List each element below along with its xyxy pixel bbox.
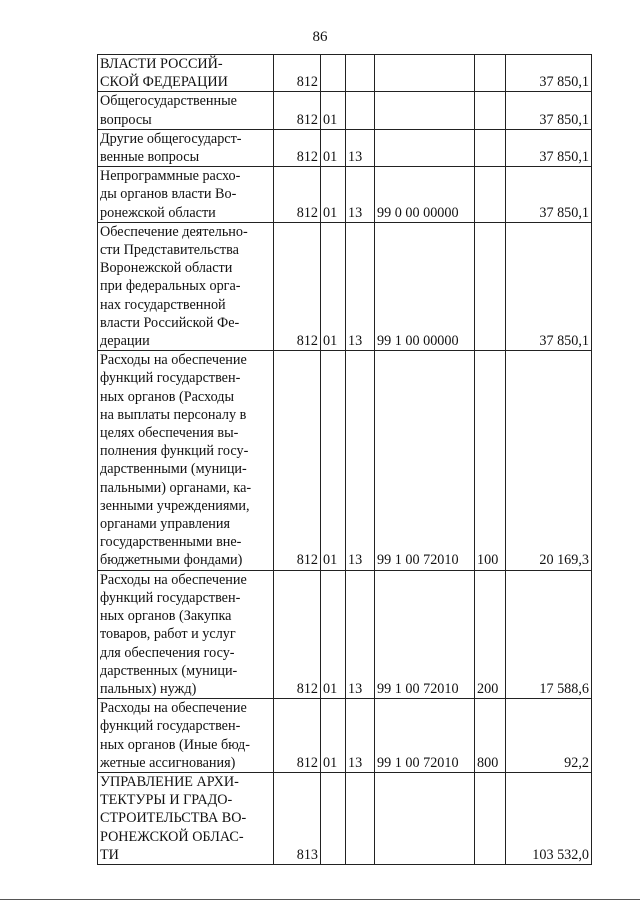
table-row [98, 129, 592, 166]
expense-name: Непрограммные расхо- ды органов власти Во- ронежской области [98, 167, 274, 223]
subsection-code: 13 [346, 167, 375, 223]
table-row [98, 222, 592, 350]
table-row [98, 772, 592, 864]
expense-type-code [475, 92, 506, 129]
table-row [98, 55, 592, 92]
expense-type-code: 200 [475, 570, 506, 698]
expense-type-code [475, 772, 506, 864]
section-code: 01 [321, 699, 346, 773]
department-code: 812 [274, 570, 321, 698]
department-code: 812 [274, 55, 321, 92]
amount: 20 169,3 [506, 351, 592, 570]
section-code: 01 [321, 167, 346, 223]
expense-name: ВЛАСТИ РОССИЙ- СКОЙ ФЕДЕРАЦИИ [98, 55, 274, 92]
amount: 17 588,6 [506, 570, 592, 698]
expense-name: Другие общегосударст- венные вопросы [98, 129, 274, 166]
expense-type-code: 800 [475, 699, 506, 773]
bottom-divider [0, 899, 640, 900]
section-code: 01 [321, 570, 346, 698]
budget-table [97, 54, 592, 865]
department-code: 812 [274, 92, 321, 129]
department-code: 812 [274, 167, 321, 223]
target-article-code: 99 0 00 00000 [375, 167, 475, 223]
expense-type-code [475, 167, 506, 223]
expense-name: Обеспечение деятельно- сти Представительства Воронежской области при федеральных орга- нах государственной власти Российской Фе- дерации [98, 222, 274, 350]
section-code: 01 [321, 222, 346, 350]
subsection-code [346, 772, 375, 864]
target-article-code [375, 55, 475, 92]
section-code: 01 [321, 92, 346, 129]
amount: 37 850,1 [506, 222, 592, 350]
amount: 37 850,1 [506, 129, 592, 166]
subsection-code [346, 92, 375, 129]
target-article-code: 99 1 00 00000 [375, 222, 475, 350]
target-article-code [375, 92, 475, 129]
table-row [98, 92, 592, 129]
expense-name: Общегосударственные вопросы [98, 92, 274, 129]
table-row [98, 351, 592, 570]
budget-table-body [98, 55, 592, 865]
amount: 92,2 [506, 699, 592, 773]
section-code: 01 [321, 129, 346, 166]
department-code: 812 [274, 699, 321, 773]
table-row [98, 570, 592, 698]
department-code: 812 [274, 222, 321, 350]
amount: 37 850,1 [506, 167, 592, 223]
section-code [321, 772, 346, 864]
subsection-code: 13 [346, 129, 375, 166]
subsection-code [346, 55, 375, 92]
subsection-code: 13 [346, 570, 375, 698]
expense-name: Расходы на обеспечение функций государствен- ных органов (Иные бюд- жетные ассигнования) [98, 699, 274, 773]
amount: 103 532,0 [506, 772, 592, 864]
target-article-code [375, 129, 475, 166]
department-code: 812 [274, 129, 321, 166]
table-row [98, 699, 592, 773]
subsection-code: 13 [346, 699, 375, 773]
target-article-code [375, 772, 475, 864]
section-code: 01 [321, 351, 346, 570]
expense-name: Расходы на обеспечение функций государствен- ных органов (Закупка товаров, работ и услуг для обеспечения госу- дарственных (муници- пальных) нужд) [98, 570, 274, 698]
target-article-code: 99 1 00 72010 [375, 570, 475, 698]
expense-type-code [475, 129, 506, 166]
amount: 37 850,1 [506, 55, 592, 92]
department-code: 813 [274, 772, 321, 864]
target-article-code: 99 1 00 72010 [375, 351, 475, 570]
target-article-code: 99 1 00 72010 [375, 699, 475, 773]
expense-name: УПРАВЛЕНИЕ АРХИ- ТЕКТУРЫ И ГРАДО- СТРОИТЕЛЬСТВА ВО- РОНЕЖСКОЙ ОБЛАС- ТИ [98, 772, 274, 864]
subsection-code: 13 [346, 351, 375, 570]
subsection-code: 13 [346, 222, 375, 350]
section-code [321, 55, 346, 92]
expense-type-code: 100 [475, 351, 506, 570]
expense-name: Расходы на обеспечение функций государствен- ных органов (Расходы на выплаты персоналу в целях обеспечения вы- полнения функций госу- дарственными (муници- пальными) органами, ка- зенными учреждениями, органами управления государственными вне- бюджетными фондами) [98, 351, 274, 570]
page-number: 86 [312, 29, 328, 45]
expense-type-code [475, 55, 506, 92]
amount: 37 850,1 [506, 92, 592, 129]
department-code: 812 [274, 351, 321, 570]
expense-type-code [475, 222, 506, 350]
table-row [98, 167, 592, 223]
